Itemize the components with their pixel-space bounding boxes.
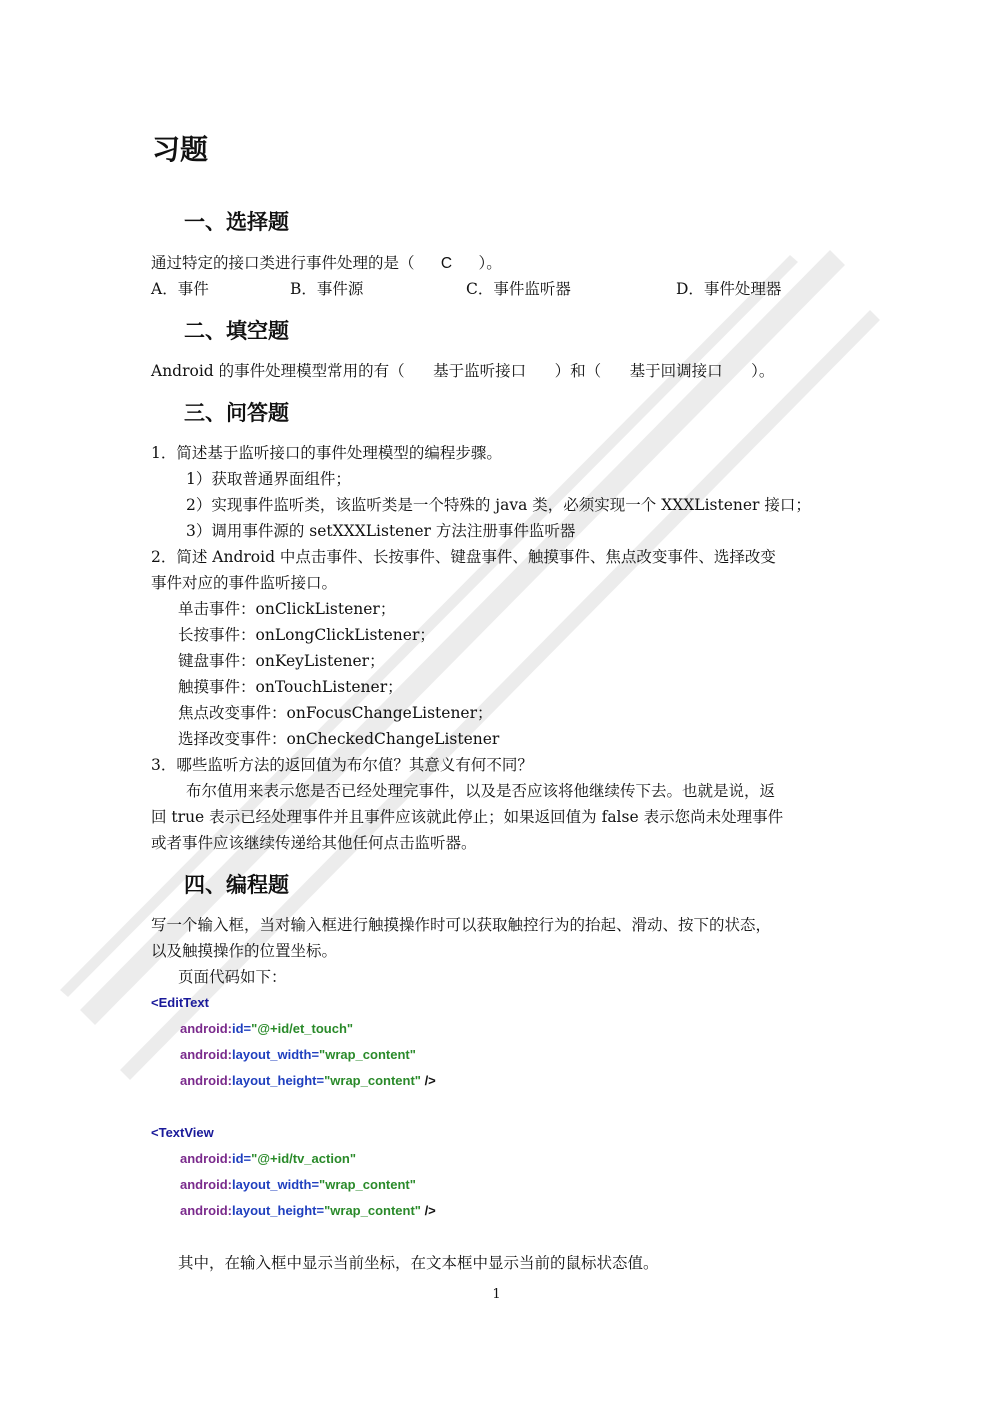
fill-question (151, 358, 774, 384)
code-edittext-width (180, 1047, 416, 1062)
code-namespace: android: (180, 1073, 232, 1088)
choice-question (151, 250, 502, 277)
section-heading-qa: 三、问答题 (184, 401, 289, 425)
code-attribute: layout_height= (232, 1203, 325, 1218)
code-close: /> (420, 1073, 436, 1088)
qa-q2-answer-click: 单击事件：onClickListener； (178, 600, 396, 618)
qa-question-3: 3．哪些监听方法的返回值为布尔值？其意义有何不同？ (151, 756, 533, 774)
code-namespace: android: (180, 1177, 232, 1192)
section-heading-programming: 四、编程题 (184, 873, 289, 897)
code-textview-height (180, 1203, 436, 1218)
fill-answer-1: 基于监听接口 (433, 362, 527, 380)
qa-question-2-line-1: 2．简述 Android 中点击事件、长按事件、键盘事件、触摸事件、焦点改变事件、选择改变 (151, 548, 776, 566)
section-heading-fill: 二、填空题 (184, 319, 289, 343)
qa-q2-answer-longclick: 长按事件：onLongClickListener； (178, 626, 435, 644)
code-attribute: id= (232, 1151, 252, 1166)
code-value: "wrap_content" (319, 1047, 416, 1062)
code-namespace: android: (180, 1021, 232, 1036)
qa-q2-answer-key: 键盘事件：onKeyListener； (178, 652, 385, 670)
code-namespace: android: (180, 1151, 232, 1166)
qa-q2-answer-touch: 触摸事件：onTouchListener； (178, 678, 403, 696)
programming-note: 其中，在输入框中显示当前坐标，在文本框中显示当前的鼠标状态值。 (178, 1254, 659, 1272)
code-edittext-id (180, 1021, 353, 1036)
qa-question-1: 1．简述基于监听接口的事件处理模型的编程步骤。 (151, 444, 502, 462)
qa-q3-answer-line-3: 或者事件应该继续传递给其他任何点击监听器。 (151, 834, 477, 852)
code-namespace: android: (180, 1203, 232, 1218)
fill-part1: Android 的事件处理模型常用的有（ (151, 362, 405, 380)
code-textview-tag: <TextView (151, 1125, 214, 1140)
choice-option-d: D．事件处理器 (676, 280, 782, 298)
code-textview-width (180, 1177, 416, 1192)
choice-option-b: B．事件源 (290, 280, 364, 298)
programming-code-intro: 页面代码如下： (178, 968, 287, 986)
code-attribute: layout_height= (232, 1073, 325, 1088)
qa-q2-answer-checked: 选择改变事件：onCheckedChangeListener (178, 730, 500, 748)
page-number: 1 (492, 1287, 501, 1302)
code-value: "@+id/tv_action" (251, 1151, 356, 1166)
code-value: "wrap_content" (319, 1177, 416, 1192)
code-namespace: android: (180, 1047, 232, 1062)
choice-question-text: 通过特定的接口类进行事件处理的是（ (151, 254, 415, 272)
code-value: "@+id/et_touch" (251, 1021, 354, 1036)
choice-question-end: ）。 (478, 254, 502, 272)
qa-q3-answer-line-2: 回 true 表示已经处理事件并且事件应该就此停止；如果返回值为 false 表示您尚未处理事件 (151, 808, 784, 826)
code-attribute: id= (232, 1021, 252, 1036)
choice-answer: C (440, 255, 453, 272)
fill-answer-2: 基于回调接口 (629, 362, 723, 380)
code-attribute: layout_width= (232, 1047, 320, 1062)
choice-option-c: C．事件监听器 (466, 280, 571, 298)
code-value: "wrap_content" (324, 1203, 421, 1218)
fill-part2: ）和（ (554, 362, 602, 380)
qa-q1-step-3: 3）调用事件源的 setXXXListener 方法注册事件监听器 (186, 522, 576, 540)
code-textview-id (180, 1151, 356, 1166)
programming-desc-line-2: 以及触摸操作的位置坐标。 (151, 942, 338, 960)
qa-q2-answer-focus: 焦点改变事件：onFocusChangeListener； (178, 704, 493, 722)
code-edittext-height (180, 1073, 436, 1088)
code-attribute: layout_width= (232, 1177, 320, 1192)
programming-desc-line-1: 写一个输入框，当对输入框进行触摸操作时可以获取触控行为的抬起、滑动、按下的状态， (151, 916, 772, 934)
section-heading-choice: 一、选择题 (184, 210, 289, 234)
qa-q1-step-2: 2）实现事件监听类，该监听类是一个特殊的 java 类，必须实现一个 XXXListener 接口； (186, 496, 811, 514)
choice-option-a: A．事件 (151, 280, 209, 298)
code-close: /> (420, 1203, 436, 1218)
page-title: 习题 (152, 133, 209, 166)
qa-q1-step-1: 1）获取普通界面组件； (186, 470, 351, 488)
qa-q3-answer-line-1: 布尔值用来表示您是否已经处理完事件，以及是否应该将他继续传下去。也就是说，返 (186, 782, 776, 800)
code-value: "wrap_content" (324, 1073, 421, 1088)
code-edittext-tag: <EditText (151, 995, 209, 1010)
qa-question-2-line-2: 事件对应的事件监听接口。 (151, 574, 338, 592)
fill-part3: ）。 (751, 362, 775, 380)
